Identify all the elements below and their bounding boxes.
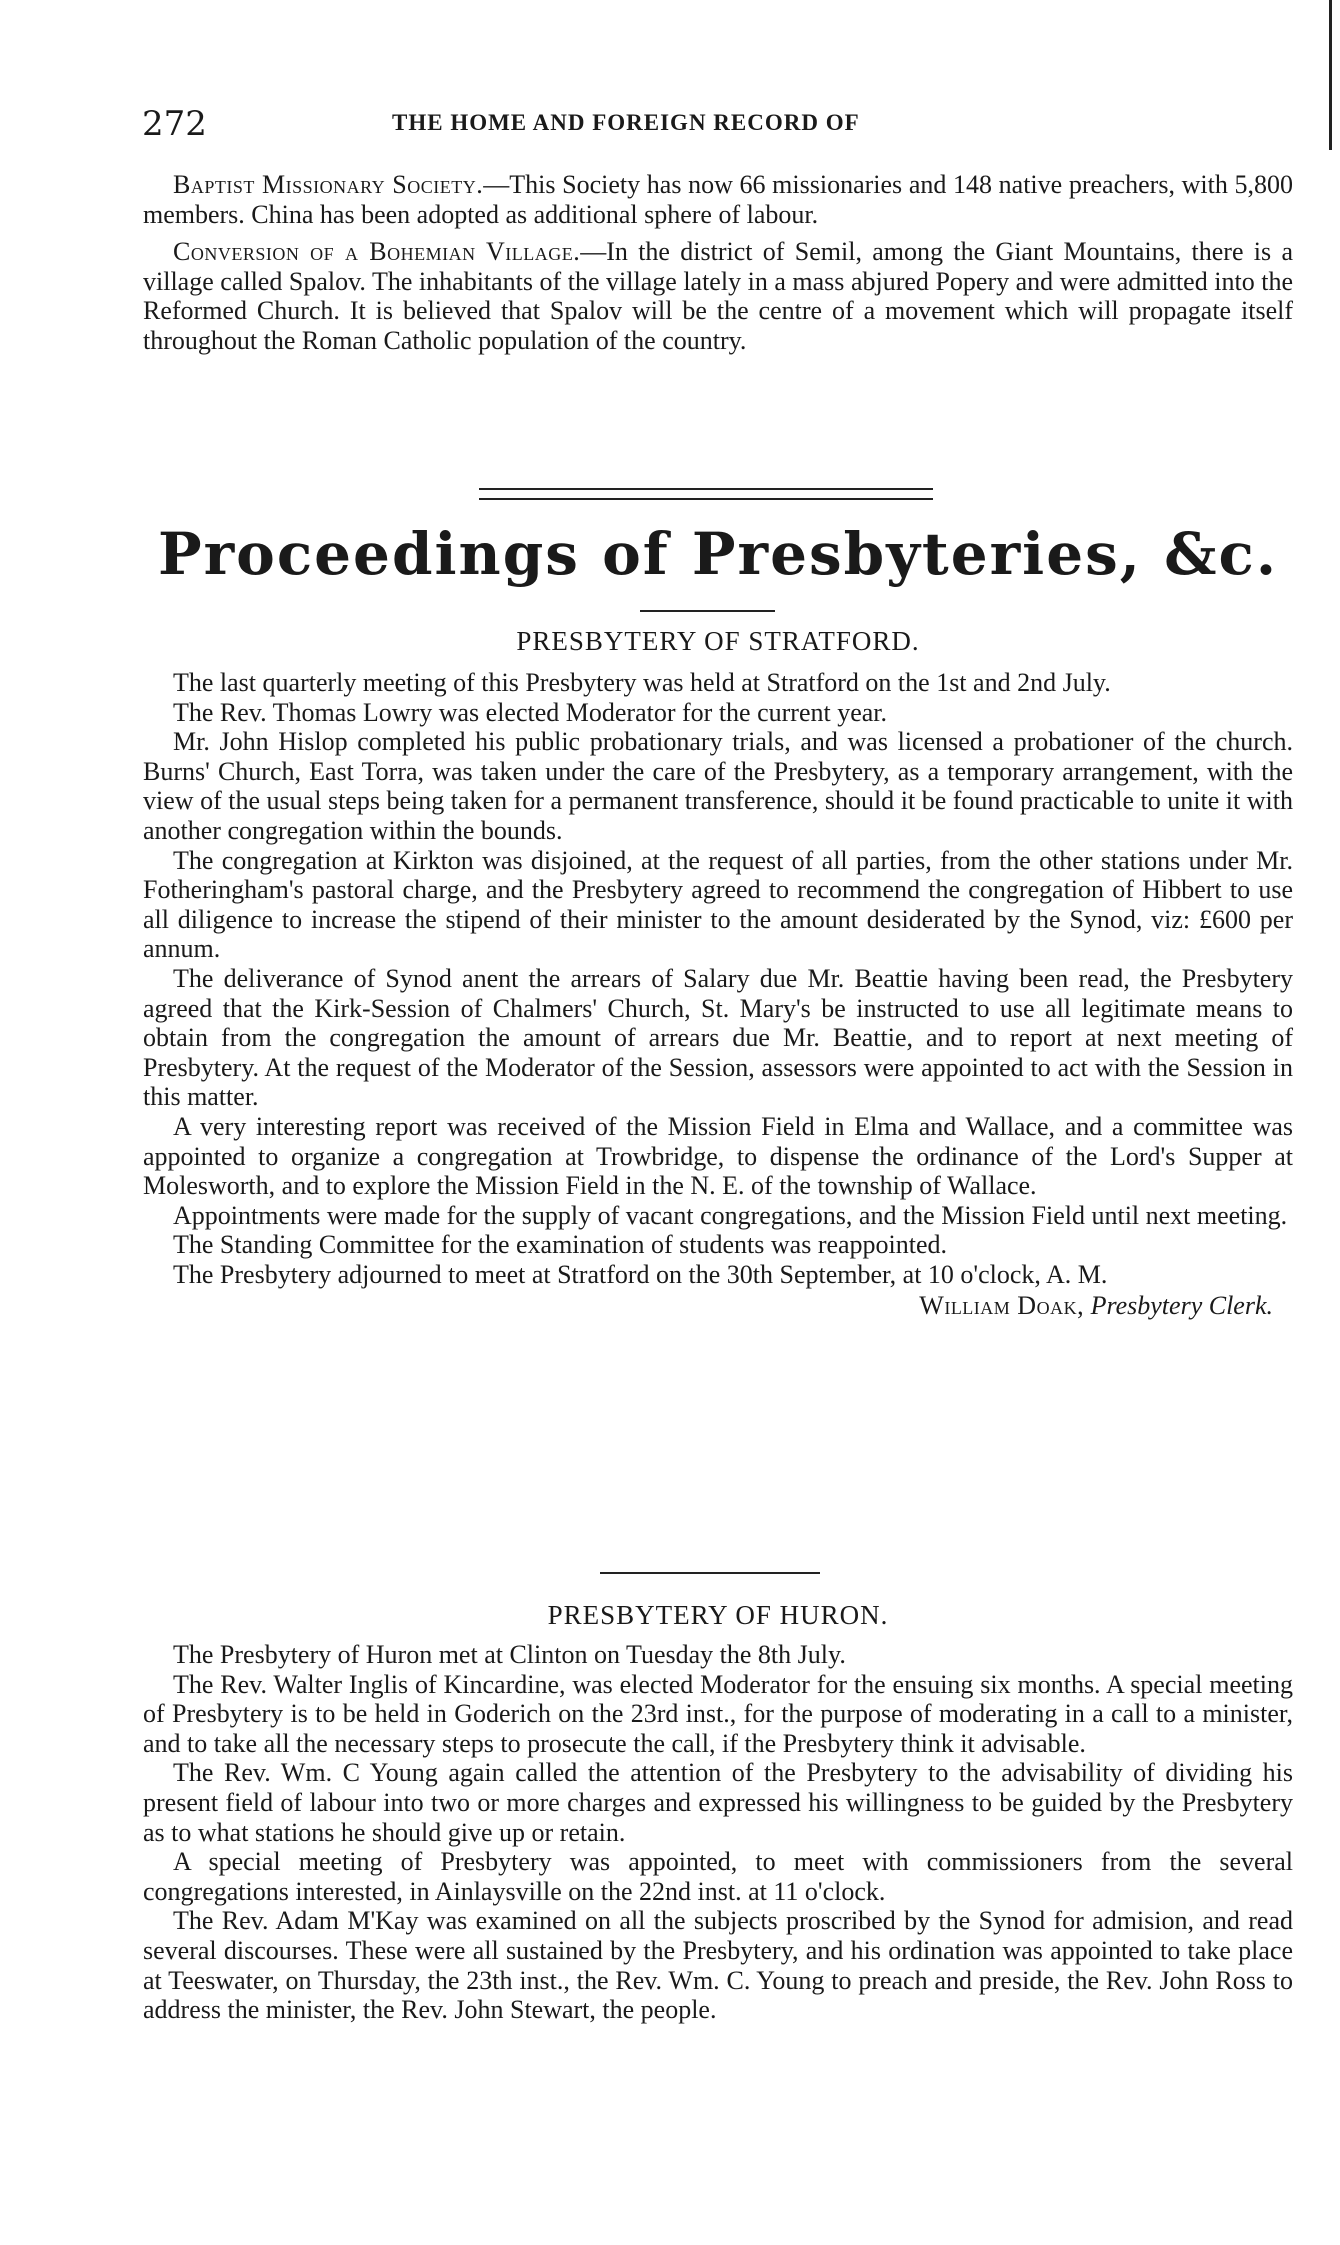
section-divider: [479, 488, 933, 500]
stratford-heading: PRESBYTERY OF STRATFORD.: [516, 626, 920, 656]
huron-paragraph: The Presbytery of Huron met at Clinton on Tuesday the 8th July.: [173, 1640, 846, 1669]
bohemian-paragraph: [143, 237, 1293, 355]
section-rule: [600, 1572, 820, 1574]
heading-rule: [640, 610, 775, 612]
intro-section: [143, 170, 1293, 356]
bohemian-lead: Conversion of a Bohemian Village.: [173, 237, 581, 267]
baptist-lead: Baptist Missionary Society.: [173, 170, 484, 199]
stratford-paragraph: The last quarterly meeting of this Presbytery was held at Stratford on the 1st and 2nd July.: [173, 668, 1111, 697]
stratford-paragraph: Appointments were made for the supply of vacant congregations, and the Mission Field until next meeting.: [173, 1200, 1288, 1230]
clerk-title: Presbytery Clerk.: [1090, 1291, 1273, 1321]
stratford-paragraph: The Standing Committee for the examination of students was reappointed.: [173, 1230, 948, 1260]
page-number: 272: [142, 104, 207, 144]
stratford-paragraph: The deliverance of Synod anent the arrears of Salary due Mr. Beattie having been read, the Presbytery agreed that the Kirk-Session of Chalmers' Church, St. Mary's be instructed to use all legitimate means to obtain from the congregation the amount of arrears due Mr. Beattie, and to report at next meeting of Presbytery. At the request of the Moderator of the Session, assessors were appointed to act with the Session in this matter.: [143, 963, 1293, 1112]
stratford-section: [143, 668, 1293, 1323]
page-edge-line: [1329, 0, 1332, 150]
stratford-paragraph: A very interesting report was received of the Mission Field in Elma and Wallace, and a committee was appointed to organize a congregation at Trowbridge, to dispense the ordinance of the Lord's Supper at Molesworth, and to explore the Mission Field in the N. E. of the township of Wallace.: [143, 1111, 1293, 1201]
bohemian-body: —In the district of Semil, among the Giant Mountains, there is a village called Spalov. The inhabitants of the village lately in a mass abjured Popery and were admitted into the Reformed Church. It is believed that Spalov will be the centre of a movement which will propagate itself throughout the Roman Catholic population of the country.: [143, 237, 1294, 355]
running-head-title: THE HOME AND FOREIGN RECORD OF: [392, 110, 860, 135]
stratford-paragraph: Mr. John Hislop completed his public probationary trials, and was licensed a probationer of the church. Burns' Church, East Torra, was taken under the care of the Presbytery, as a temporary arrangement, with the view of the usual steps being taken for a permanent transference, should it be found practicable to unite it with another congregation within the bounds.: [143, 727, 1293, 845]
stratford-paragraph: The Presbytery adjourned to meet at Stratford on the 30th September, at 10 o'clock, A. M.: [173, 1259, 1108, 1289]
huron-paragraph: The Rev. Wm. C Young again called the attention of the Presbytery to the advisability of dividing his present field of labour into two or more charges and expressed his willingness to be guided by the Presbytery as to what stations he should give up or retain.: [143, 1758, 1293, 1847]
stratford-paragraph: The Rev. Thomas Lowry was elected Moderator for the current year.: [173, 697, 888, 727]
huron-paragraph: The Rev. Adam M'Kay was examined on all the subjects proscribed by the Synod for admision, and read several discourses. These were all sustained by the Presbytery, and his ordination was appointed to take place at Teeswater, on Thursday, the 23th inst., the Rev. Wm. C. Young to preach and preside, the Rev. John Ross to address the minister, the Rev. John Stewart, the people.: [143, 1906, 1293, 2025]
clerk-name: William Doak,: [919, 1291, 1085, 1321]
proceedings-banner: Proceedings of Presbyteries, &c.: [157, 520, 1279, 588]
stratford-paragraph: The congregation at Kirkton was disjoined, at the request of all parties, from the other stations under Mr. Fotheringham's pastoral charge, and the Presbytery agreed to recommend the congregation of Hibbert to use all diligence to increase the stipend of their minister to the amount desiderated by the Synod, viz: £600 per annum.: [143, 845, 1293, 964]
huron-paragraph: The Rev. Walter Inglis of Kincardine, was elected Moderator for the ensuing six months. A special meeting of Presbytery is to be held in Goderich on the 23rd inst., for the purpose of moderating in a call to a minister, and to take all the necessary steps to prosecute the call, if the Presbytery think it advisable.: [143, 1669, 1293, 1758]
huron-heading: PRESBYTERY OF HURON.: [547, 1600, 889, 1630]
running-head: [142, 104, 1292, 144]
huron-section: [143, 1640, 1293, 2025]
baptist-paragraph: [143, 170, 1293, 229]
huron-paragraph: A special meeting of Presbytery was appointed, to meet with commissioners from the several congregations interested, in Ainlaysville on the 22nd inst. at 11 o'clock.: [143, 1847, 1293, 1906]
clerk-signature: [143, 1289, 1293, 1323]
baptist-body: —This Society has now 66 missionaries and 148 native preachers, with 5,800 members. China has been adopted as additional sphere of labour.: [143, 170, 1293, 229]
